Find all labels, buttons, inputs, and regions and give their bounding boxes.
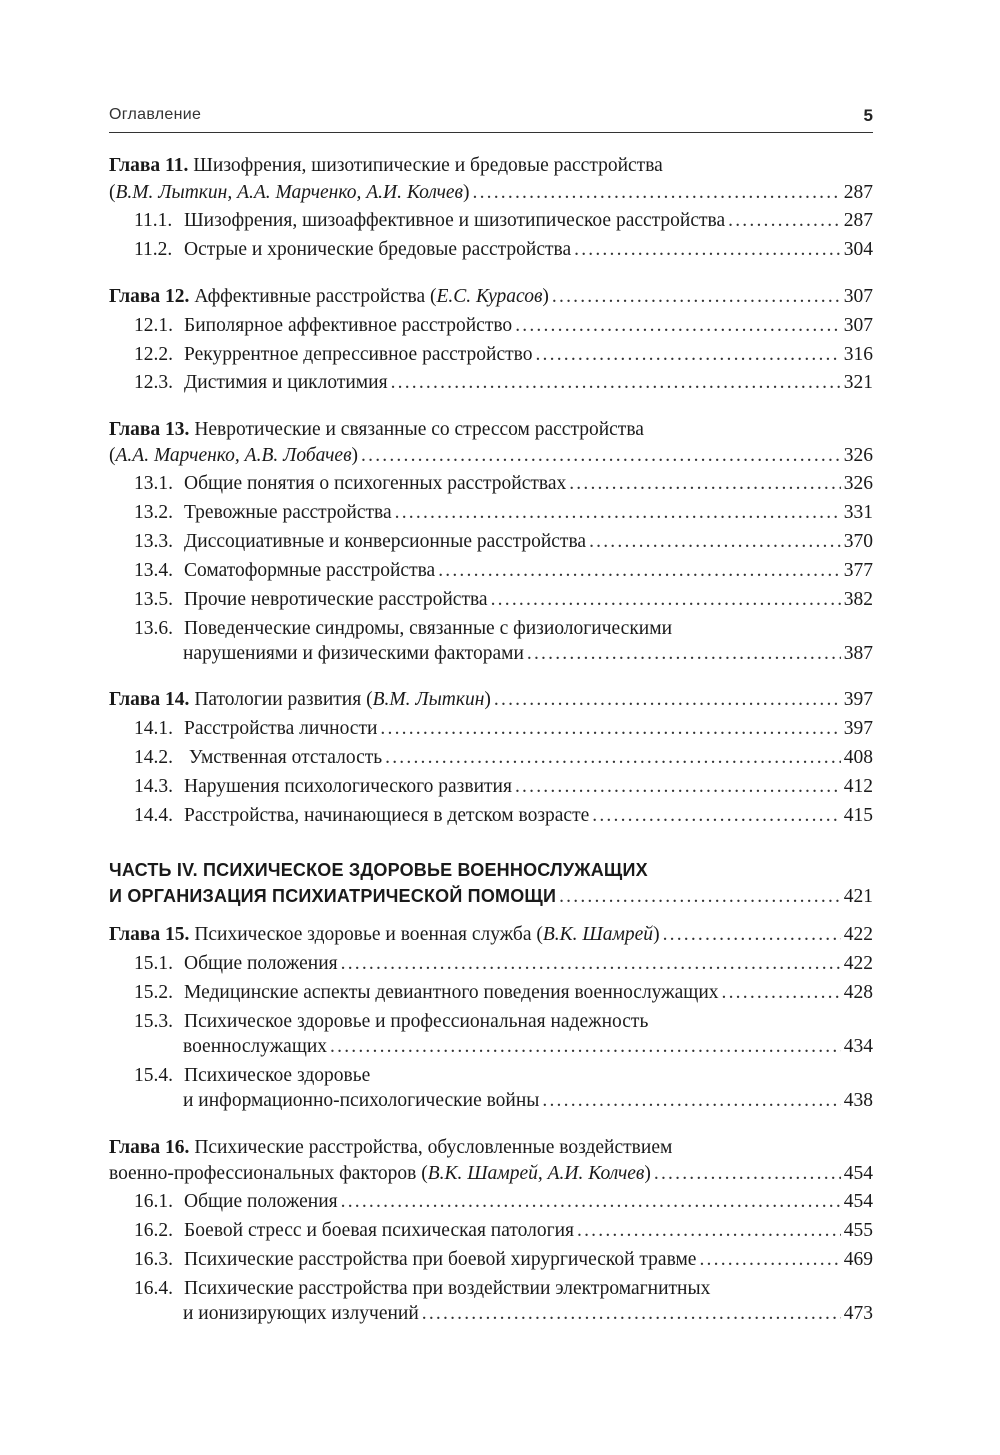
dot-leader: [391, 370, 841, 396]
chapter-page: 422: [843, 924, 873, 945]
section-number: 14.3.: [134, 776, 173, 797]
section-16-4-line1: [109, 1276, 873, 1302]
section-13-4: [109, 558, 873, 584]
chapter-12-title-line: Глава 12. Аффективные расстройства (Е.С. Курасов) ..... 307: [109, 284, 873, 310]
section-13-5: [109, 587, 873, 613]
section-title: Общие положения: [184, 1191, 338, 1212]
section-page: 287: [843, 210, 873, 231]
dot-leader: [494, 687, 841, 713]
section-page: 326: [843, 473, 873, 494]
section-page: 455: [843, 1220, 873, 1241]
section-13-1: [109, 471, 873, 497]
section-number: 12.2.: [134, 344, 173, 365]
section-page: 412: [843, 776, 873, 797]
section-title: Острые и хронические бредовые расстройства: [184, 239, 572, 260]
section-title: Расстройства личности: [184, 718, 378, 739]
section-number: 16.4.: [134, 1278, 173, 1299]
section-15-2: [109, 980, 873, 1006]
section-number: 16.3.: [134, 1249, 173, 1270]
section-16-1: [109, 1189, 873, 1215]
dot-leader: [654, 1161, 841, 1187]
dot-leader: [491, 587, 841, 613]
chapter-title: Психическое здоровье и военная служба: [194, 924, 532, 945]
part-4-title-line1: [109, 857, 873, 883]
part-title: ЧАСТЬ IV. ПСИХИЧЕСКОЕ ЗДОРОВЬЕ ВОЕННОСЛУЖАЩИХ: [109, 860, 648, 880]
chapter-label: Глава 16.: [109, 1137, 190, 1158]
section-title: Медицинские аспекты девиантного поведения военнослужащих: [184, 982, 719, 1003]
section-page: 307: [843, 315, 873, 336]
dot-leader: [728, 208, 841, 234]
dot-leader: [395, 500, 841, 526]
section-16-4-line2: [109, 1301, 873, 1327]
dot-leader: [341, 951, 841, 977]
chapter-title: Невротические и связанные со стрессом расстройства: [194, 419, 644, 440]
section-title: Рекуррентное депрессивное расстройство: [184, 344, 533, 365]
section-15-1: [109, 951, 873, 977]
section-title: Психическое здоровье и профессиональная надежность: [184, 1011, 649, 1032]
section-number: 15.2.: [134, 982, 173, 1003]
section-page: 428: [843, 982, 873, 1003]
section-14-3: [109, 774, 873, 800]
section-title-continued: и информационно-психологические войны: [183, 1090, 540, 1111]
chapter-title: Шизофрения, шизотипические и бредовые расстройства: [193, 155, 663, 176]
section-title: Дистимия и циклотимия: [184, 372, 388, 393]
section-number: 13.4.: [134, 560, 173, 581]
section-page: 382: [843, 589, 873, 610]
dot-leader: [527, 641, 841, 667]
section-11-1: [109, 208, 873, 234]
dot-leader: [569, 471, 841, 497]
section-page: 473: [843, 1303, 873, 1324]
section-title: Шизофрения, шизоаффективное и шизотипическое расстройства: [184, 210, 726, 231]
section-title: Умственная отсталость: [184, 747, 383, 768]
section-page: 377: [843, 560, 873, 581]
section-title: Психические расстройства при боевой хирургической травме: [184, 1249, 697, 1270]
chapter-page: 397: [843, 689, 873, 710]
section-11-2: [109, 237, 873, 263]
chapter-16-title-line1: [109, 1135, 873, 1161]
dot-leader: [552, 284, 841, 310]
section-page: 415: [843, 805, 873, 826]
section-page: 454: [843, 1191, 873, 1212]
section-page: 321: [843, 372, 873, 393]
chapter-authors: В.М. Лыткин: [372, 689, 485, 710]
chapter-label: Глава 11.: [109, 155, 189, 176]
section-title-continued: нарушениями и физическими факторами: [183, 643, 524, 664]
chapter-11-title-line: [109, 153, 873, 179]
section-15-4-line1: [109, 1063, 873, 1089]
section-number: 14.4.: [134, 805, 173, 826]
chapter-page: 326: [843, 445, 873, 466]
running-header-title: Оглавление: [109, 106, 202, 123]
section-number: 15.1.: [134, 953, 173, 974]
chapter-13-title-line: [109, 417, 873, 443]
dot-leader: [559, 884, 841, 910]
part-page: 421: [843, 886, 873, 907]
dot-leader: [663, 922, 841, 948]
section-title: Расстройства, начинающиеся в детском возрасте: [184, 805, 590, 826]
section-number: 13.6.: [134, 618, 173, 639]
dot-leader: [473, 180, 841, 206]
section-title: Соматоформные расстройства: [184, 560, 436, 581]
section-14-2: [109, 745, 873, 771]
section-page: 408: [843, 747, 873, 768]
dot-leader: [577, 1218, 841, 1244]
part-4-title-line2: [109, 883, 873, 909]
section-title: Нарушения психологического развития: [184, 776, 512, 797]
section-12-3: [109, 370, 873, 396]
section-title: Поведенческие синдромы, связанные с физиологическими: [184, 618, 673, 639]
section-number: 11.1.: [134, 210, 173, 231]
chapter-title: Патологии развития: [194, 689, 362, 710]
section-15-3-line2: [109, 1034, 873, 1060]
section-title: Прочие невротические расстройства: [184, 589, 488, 610]
part-title-continued: И ОРГАНИЗАЦИЯ ПСИХИАТРИЧЕСКОЙ ПОМОЩИ: [109, 886, 557, 906]
dot-leader: [330, 1034, 841, 1060]
section-13-2: [109, 500, 873, 526]
section-number: 13.1.: [134, 473, 173, 494]
section-page: 370: [843, 531, 873, 552]
section-title: Тревожные расстройства: [184, 502, 392, 523]
section-title: Общие понятия о психогенных расстройствах: [184, 473, 567, 494]
dot-leader: [422, 1301, 841, 1327]
chapter-13-authors-line: (А.А. Марченко, А.В. Лобачев) ..... 326: [109, 443, 873, 469]
section-15-3-line1: [109, 1009, 873, 1035]
section-13-6-line1: [109, 616, 873, 642]
dot-leader: [341, 1189, 841, 1215]
chapter-label: Глава 12.: [109, 286, 190, 307]
dot-leader: [438, 558, 841, 584]
chapter-title-continued: военно-профессиональных факторов: [109, 1163, 417, 1184]
section-14-1: [109, 716, 873, 742]
section-title: Боевой стресс и боевая психическая патология: [184, 1220, 575, 1241]
section-number: 15.3.: [134, 1011, 173, 1032]
section-14-4: [109, 803, 873, 829]
chapter-page: 454: [843, 1163, 873, 1184]
section-number: 16.1.: [134, 1191, 173, 1212]
section-title: Биполярное аффективное расстройство: [184, 315, 513, 336]
dot-leader: [589, 529, 841, 555]
section-title: Диссоциативные и конверсионные расстройства: [184, 531, 587, 552]
section-13-6-line2: [109, 641, 873, 667]
section-number: 15.4.: [134, 1065, 173, 1086]
section-page: 422: [843, 953, 873, 974]
section-number: 12.3.: [134, 372, 173, 393]
section-page: 434: [843, 1036, 873, 1057]
chapter-label: Глава 14.: [109, 689, 190, 710]
dot-leader: [722, 980, 841, 1006]
section-page: 438: [843, 1090, 873, 1111]
dot-leader: [574, 237, 841, 263]
dot-leader: [542, 1088, 840, 1114]
chapter-authors: Е.С. Курасов: [436, 286, 543, 307]
section-title: Общие положения: [184, 953, 338, 974]
section-number: 13.2.: [134, 502, 173, 523]
section-number: 13.3.: [134, 531, 173, 552]
chapter-authors: В.К. Шамрей: [542, 924, 654, 945]
chapter-label: Глава 15.: [109, 924, 190, 945]
section-number: 12.1.: [134, 315, 173, 336]
dot-leader: [699, 1247, 840, 1273]
dot-leader: [535, 342, 840, 368]
chapter-title: Аффективные расстройства: [194, 286, 426, 307]
section-number: 16.2.: [134, 1220, 173, 1241]
section-page: 397: [843, 718, 873, 739]
dot-leader: [361, 443, 841, 469]
section-number: 14.2.: [134, 747, 173, 768]
dot-leader: [592, 803, 840, 829]
section-12-2: [109, 342, 873, 368]
section-16-2: [109, 1218, 873, 1244]
section-12-1: [109, 313, 873, 339]
section-page: 304: [843, 239, 873, 260]
section-title: Психические расстройства при воздействии электромагнитных: [184, 1278, 711, 1299]
page-number: 5: [863, 106, 873, 125]
chapter-authors: В.К. Шамрей, А.И. Колчев: [427, 1163, 645, 1184]
section-title-continued: и ионизирующих излучений: [183, 1303, 419, 1324]
chapter-page: 307: [843, 286, 873, 307]
section-13-3: [109, 529, 873, 555]
section-title: Психическое здоровье: [184, 1065, 371, 1086]
chapter-11-authors-line: (В.М. Лыткин, А.А. Марченко, А.И. Колчев) ..... 287: [109, 180, 873, 206]
chapter-15-title-line: Глава 15. Психическое здоровье и военная служба (В.К. Шамрей) ..... 422: [109, 922, 873, 948]
chapter-label: Глава 13.: [109, 419, 190, 440]
section-page: 331: [843, 502, 873, 523]
dot-leader: [515, 774, 841, 800]
dot-leader: [515, 313, 841, 339]
chapter-title: Психические расстройства, обусловленные воздействием: [194, 1137, 673, 1158]
dot-leader: [385, 745, 841, 771]
section-page: 316: [843, 344, 873, 365]
section-15-4-line2: [109, 1088, 873, 1114]
chapter-16-title-line2: военно-профессиональных факторов (В.К. Шамрей, А.И. Колчев) ..... 454: [109, 1161, 873, 1187]
section-number: 11.2.: [134, 239, 173, 260]
section-page: 469: [843, 1249, 873, 1270]
chapter-14-title-line: Глава 14. Патологии развития (В.М. Лыткин) ..... 397: [109, 687, 873, 713]
chapter-page: 287: [843, 182, 873, 203]
section-title-continued: военнослужащих: [183, 1036, 328, 1057]
dot-leader: [380, 716, 840, 742]
section-16-3: [109, 1247, 873, 1273]
section-page: 387: [843, 643, 873, 664]
chapter-authors: В.М. Лыткин, А.А. Марченко, А.И. Колчев: [115, 182, 463, 203]
section-number: 13.5.: [134, 589, 173, 610]
running-header: [109, 106, 873, 133]
chapter-authors: А.А. Марченко, А.В. Лобачев: [115, 445, 352, 466]
section-number: 14.1.: [134, 718, 173, 739]
